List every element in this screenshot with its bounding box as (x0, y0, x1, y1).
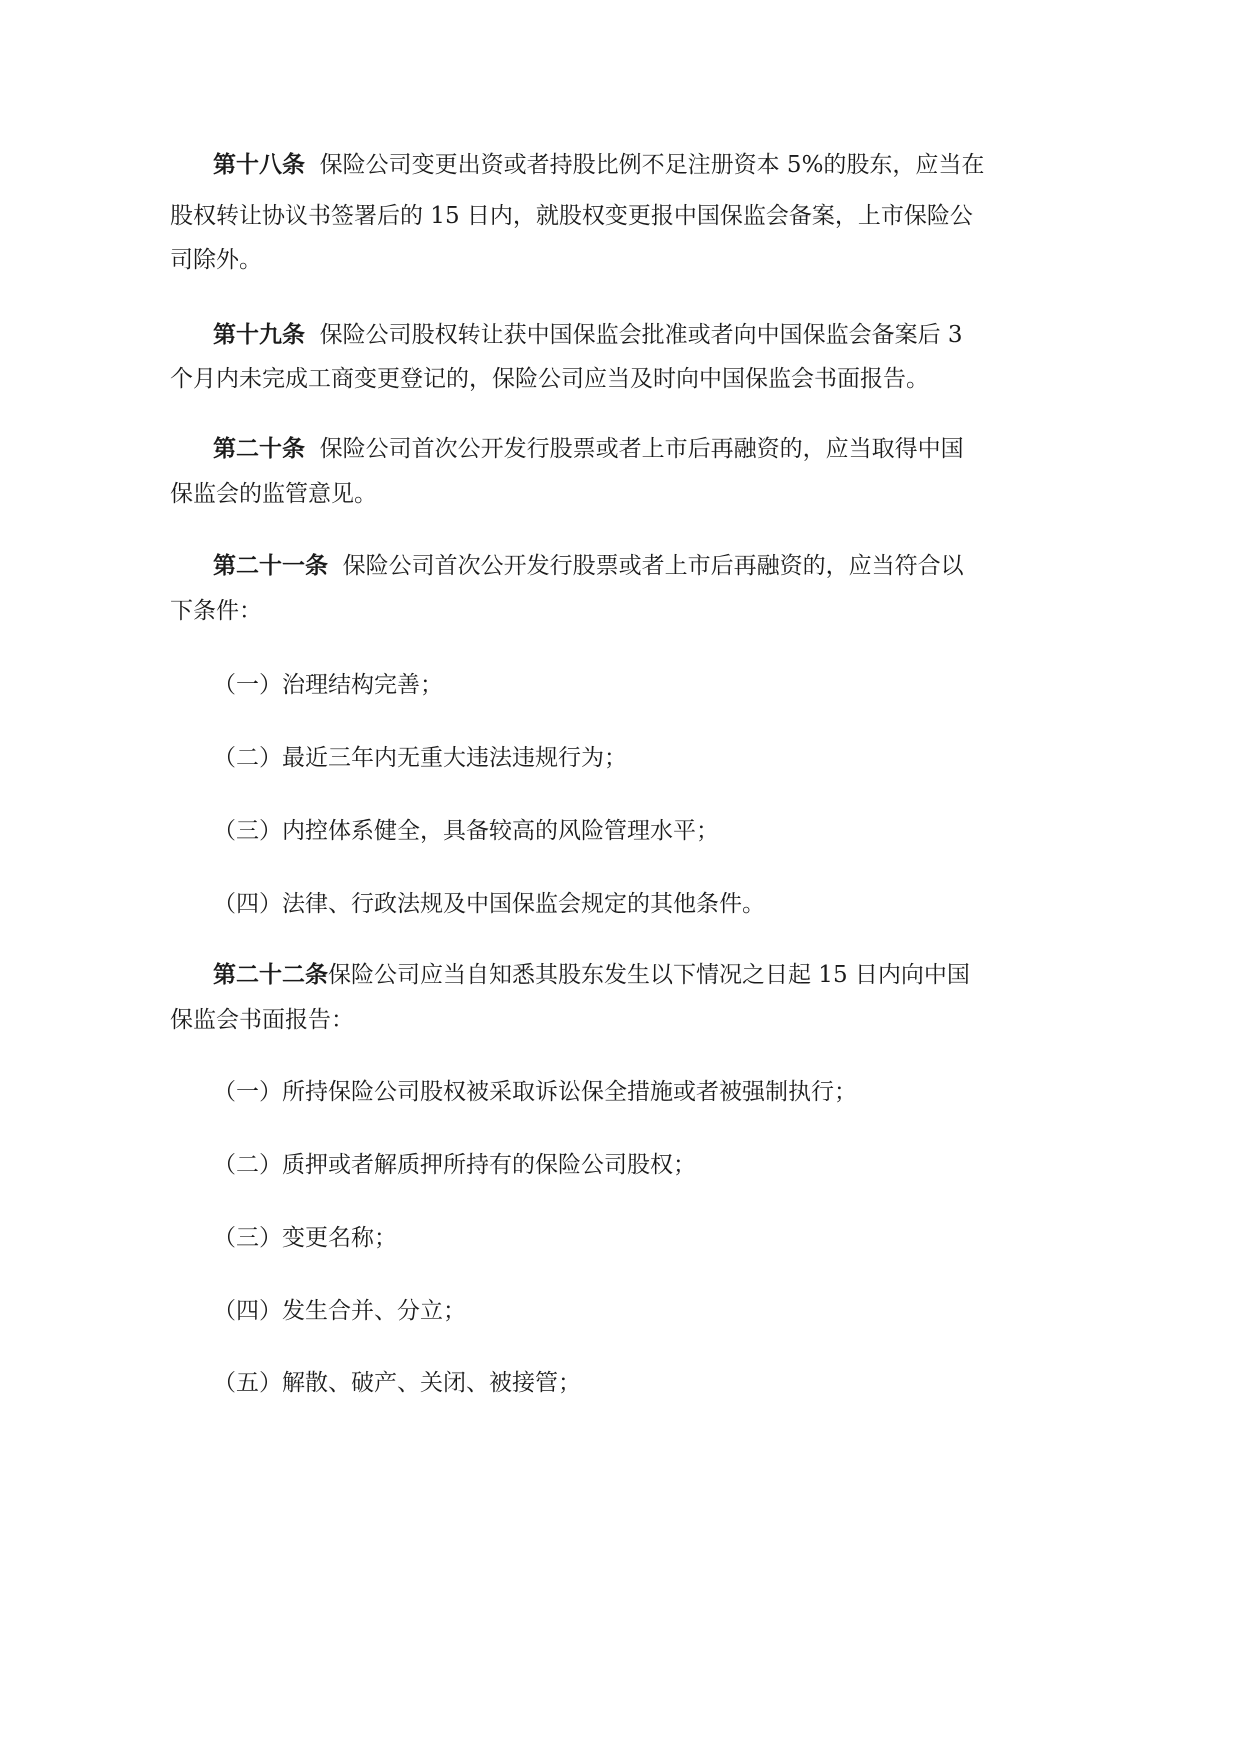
list-item: （二）最近三年内无重大违法违规行为； (213, 745, 627, 771)
article-text: 司除外。 (170, 247, 262, 273)
list-item: （三）变更名称； (213, 1225, 397, 1251)
article-21-first-line (213, 551, 964, 581)
list-item: （四）法律、行政法规及中国保监会规定的其他条件。 (213, 891, 765, 917)
article-text: 保监会的监管意见。 (170, 481, 377, 507)
article-text: 保险公司首次公开发行股票或者上市后再融资的，应当符合以 (342, 553, 964, 579)
list-item: （一）所持保险公司股权被采取诉讼保全措施或者被强制执行； (213, 1079, 857, 1105)
article-20-first-line (213, 434, 964, 464)
article-text: 保险公司应当自知悉其股东发生以下情况之日起 15 日内向中国 (328, 962, 970, 988)
article-text: 下条件： (170, 598, 262, 624)
article-title: 第二十条 (213, 436, 305, 462)
article-19-first-line (213, 320, 963, 350)
article-18-first-line (213, 150, 984, 180)
article-title: 第十九条 (213, 322, 305, 348)
article-text: 个月内未完成工商变更登记的，保险公司应当及时向中国保监会书面报告。 (170, 366, 929, 392)
list-item: （五）解散、破产、关闭、被接管； (213, 1370, 581, 1396)
article-text: 保监会书面报告： (170, 1007, 354, 1033)
article-title: 第二十二条 (213, 962, 328, 988)
list-item: （二）质押或者解质押所持有的保险公司股权； (213, 1152, 696, 1178)
article-22-first-line (213, 960, 970, 990)
article-text: 保险公司股权转让获中国保监会批准或者向中国保监会备案后 3 (319, 322, 963, 348)
article-title: 第二十一条 (213, 553, 328, 579)
list-item: （一）治理结构完善； (213, 672, 443, 698)
article-text: 股权转让协议书签署后的 15 日内，就股权变更报中国保监会备案，上市保险公 (170, 203, 973, 229)
list-item: （四）发生合并、分立； (213, 1298, 466, 1324)
article-text: 保险公司首次公开发行股票或者上市后再融资的，应当取得中国 (319, 436, 964, 462)
list-item: （三）内控体系健全，具备较高的风险管理水平； (213, 818, 719, 844)
article-title: 第十八条 (213, 152, 305, 178)
article-text: 保险公司变更出资或者持股比例不足注册资本 5%的股东，应当在 (319, 152, 985, 178)
